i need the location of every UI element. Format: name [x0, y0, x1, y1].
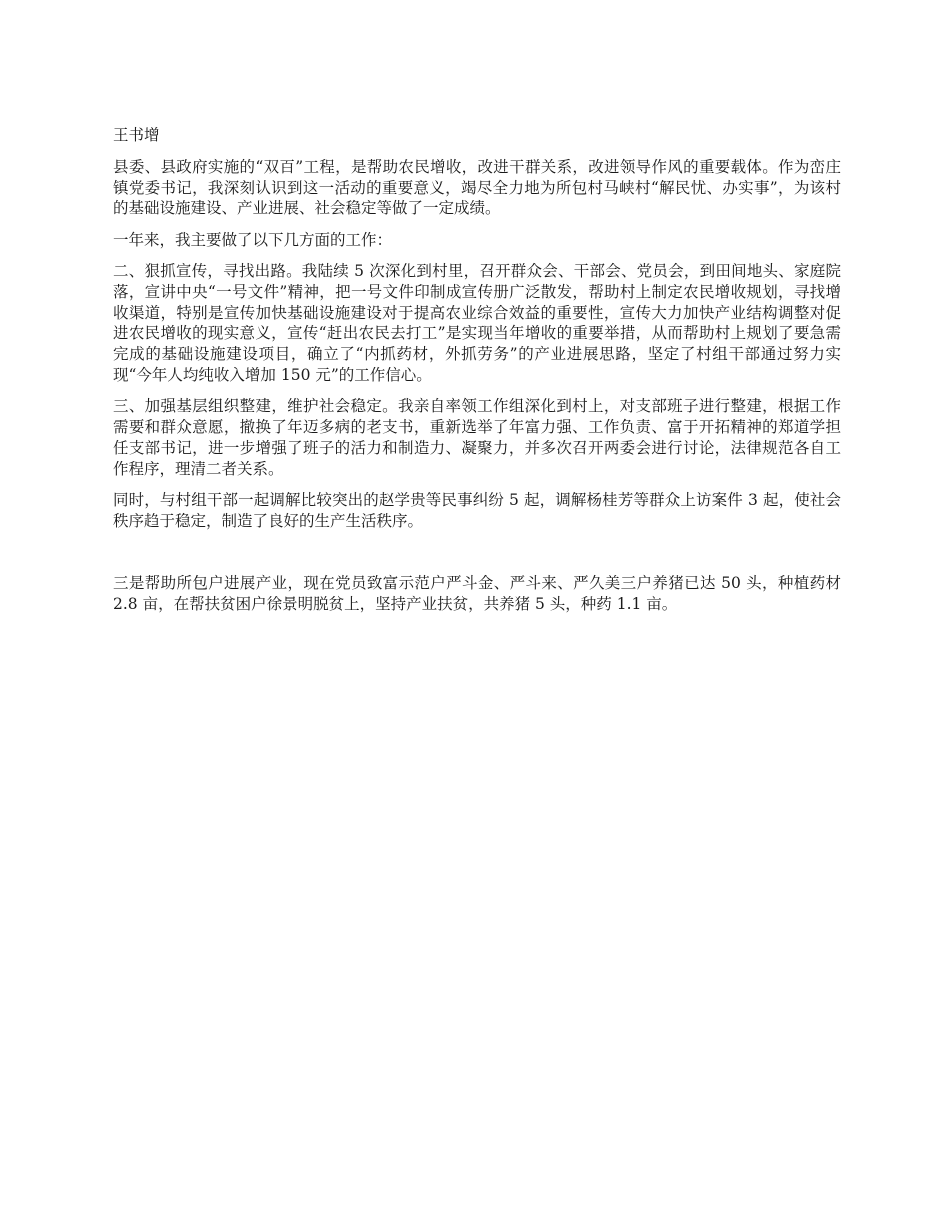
- paragraph-gap: [113, 542, 841, 573]
- paragraph-publicity: 二、狠抓宣传，寻找出路。我陆续 5 次深化到村里，召开群众会、干部会、党员会，到田间地头、家庭院落，宣讲中央“一号文件”精神，把一号文件印制成宣传册广泛散发，帮助村上制定农民增收规划，寻找增收渠道，特别是宣传加快基础设施建设对于提高农业综合效益的重要性，宣传大力加快产业结构调整对促进农民增收的现实意义，宣传“赶出农民去打工”是实现当年增收的重要举措，从而帮助村上规划了要急需完成的基础设施建设项目，确立了“内抓药材，外抓劳务”的产业进展思路，坚定了村组干部通过努力实现“今年人均纯收入增加 150 元”的工作信心。: [113, 261, 841, 384]
- paragraph-mediation: 同时，与村组干部一起调解比较突出的赵学贵等民事纠纷 5 起，调解杨桂芳等群众上访案件 3 起，使社会秩序趋于稳定，制造了良好的生产生活秩序。: [113, 490, 841, 530]
- paragraph-organization: 三、加强基层组织整建，维护社会稳定。我亲自率领工作组深化到村上，对支部班子进行整建，根据工作需要和群众意愿，撤换了年迈多病的老支书，重新选举了年富力强、工作负责、富于开拓精神的郑道学担任支部书记，进一步增强了班子的活力和制造力、凝聚力，并多次召开两委会进行讨论，法律规范各自工作程序，理清二者关系。: [113, 397, 841, 478]
- author-name: 王书增: [113, 126, 160, 144]
- document-page: [113, 125, 841, 625]
- paragraph-summary: 一年来，我主要做了以下几方面的工作：: [113, 230, 393, 249]
- paragraph-intro: 县委、县政府实施的“双百”工程，是帮助农民增收，改进干群关系，改进领导作风的重要载体。作为峦庄镇党委书记，我深刻认识到这一活动的重要意义，竭尽全力地为所包村马峡村“解民忧、办实事”，为该村的基础设施建设、产业进展、社会稳定等做了一定成绩。: [113, 157, 841, 218]
- paragraph-industry: 三是帮助所包户进展产业，现在党员致富示范户严斗金、严斗来、严久美三户养猪已达 50 头，种植药材 2.8 亩，在帮扶贫困户徐景明脱贫上，坚持产业扶贫，共养猪 5 头，种药 1.1 亩。: [113, 574, 841, 613]
